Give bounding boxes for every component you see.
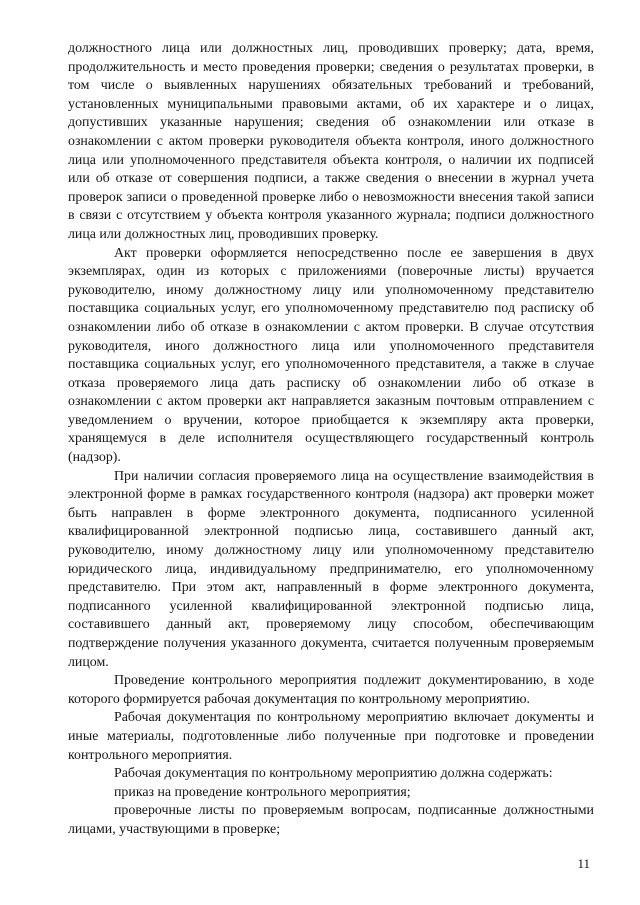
- paragraph-4: Проведение контрольного мероприятия подлежит документированию, в ходе которого формируется рабочая документация по контрольному мероприятию.: [68, 673, 594, 707]
- paragraph-5: Рабочая документация по контрольному мероприятию включает документы и иные материалы, подготовленные либо полученные при подготовке и проведении контрольного мероприятия.: [68, 710, 594, 763]
- paragraph-1: должностного лица или должностных лиц, проводивших проверку; дата, время, продолжительность и место проведения проверки; сведения о результатах проверки, в том числе о выявленных нарушениях обязательных требований и требований, установленных муниципальными правовыми актами, об их характере и о лицах, допустивших указанные нарушения; сведения об ознакомлении или отказе в ознакомлении с актом проверки руководителя объекта контроля, иного должностного лица или уполномоченного представителя объекта контроля, о наличии их подписей или об отказе от совершения подписи, а также сведения о внесении в журнал учета проверок записи о проведенной проверке либо о невозможности внесения такой записи в связи с отсутствием у объекта контроля указанного журнала; подписи должностного лица или должностных лиц, проводивших проверку.: [68, 41, 594, 242]
- paragraph-8: проверочные листы по проверяемым вопросам, подписанные должностными лицами, участвующими в проверке;: [68, 803, 594, 837]
- paragraph-2: Акт проверки оформляется непосредственно после ее завершения в двух экземплярах, один из которых с приложениями (поверочные листы) вручается руководителю, иному должностному лицу или уполномоченному представителю поставщика социальных услуг, его уполномоченному представителю под расписку об ознакомлении либо об отказе в ознакомлении с актом проверки. В случае отсутствия руководителя, иного должностного лица или уполномоченного представителя поставщика социальных услуг, его уполномоченного представителя, а также в случае отказа проверяемого лица дать расписку об ознакомлении либо об отказе в ознакомлении с актом проверки акт направляется заказным почтовым отправлением с уведомлением о вручении, которое приобщается к экземпляру акта проверки, хранящемуся в деле исполнителя осуществляющего государственный контроль (надзор).: [68, 245, 594, 466]
- paragraph-6: Рабочая документация по контрольному мероприятию должна содержать:: [114, 766, 553, 782]
- paragraph-7: приказ на проведение контрольного мероприятия;: [114, 784, 411, 800]
- page-number: 11: [577, 856, 590, 871]
- paragraph-3: При наличии согласия проверяемого лица на осуществление взаимодействия в электронной форме в рамках государственного контроля (надзора) акт проверки может быть направлен в форме электронного документа, подписанного усиленной квалифицированной электронной подписью лица, составившего данный акт, руководителю, иному должностному лицу или уполномоченному представителю юридического лица, индивидуальному предпринимателю, его уполномоченному представителю. При этом акт, направленный в форме электронного документа, подписанного усиленной квалифицированной электронной подписью лица, составившего данный акт, проверяемому лицу способом, обеспечивающим подтверждение получения указанного документа, считается полученным проверяемым лицом.: [68, 468, 594, 670]
